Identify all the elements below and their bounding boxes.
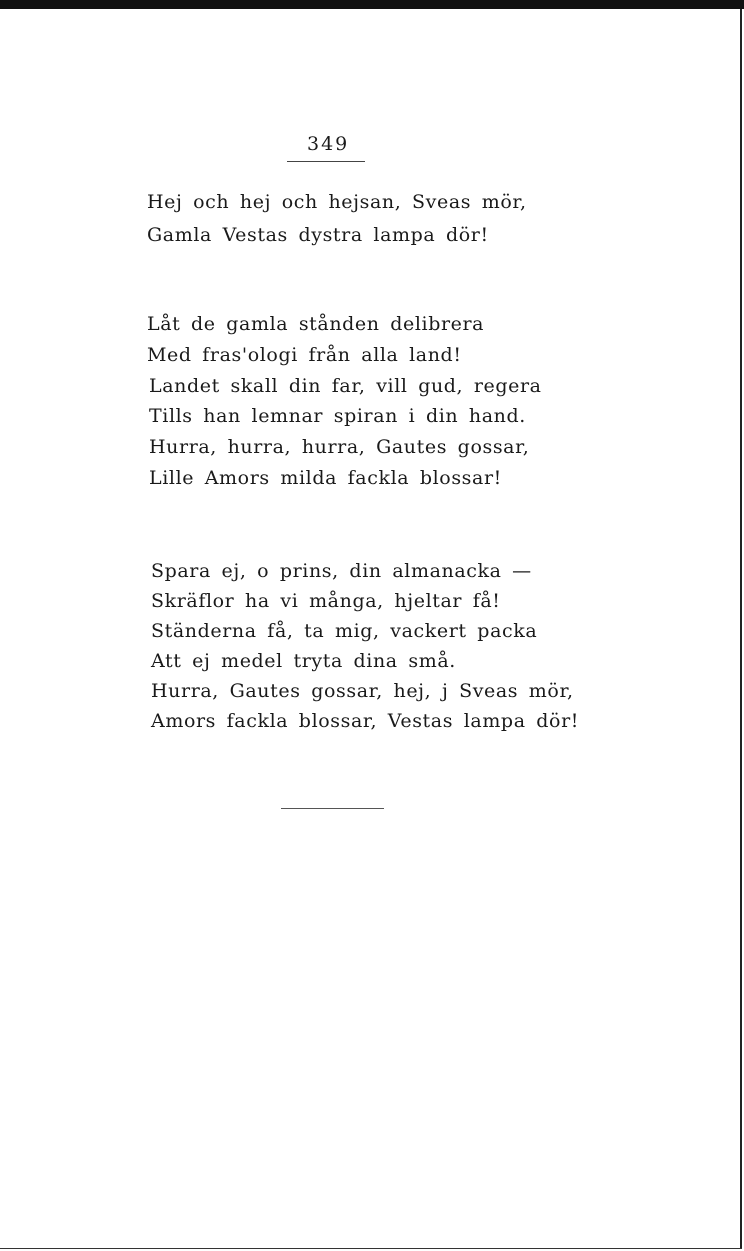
page-number: 349 <box>307 133 350 155</box>
stanza-3-line-2: Skräflor ha vi många, hjeltar få! <box>151 590 501 612</box>
stanza-2-line-5: Hurra, hurra, hurra, Gautes gossar, <box>149 436 530 458</box>
stanza-2-line-1: Låt de gamla stånden delibrera <box>147 313 485 335</box>
stanza-2-line-4: Tills han lemnar spiran i din hand. <box>149 405 526 427</box>
stanza-1-line-2: Gamla Vestas dystra lampa dör! <box>147 224 489 246</box>
stanza-2-line-6: Lille Amors milda fackla blossar! <box>149 467 502 489</box>
closing-rule <box>281 808 384 809</box>
scan-bottom-edge <box>0 1248 742 1249</box>
stanza-3-line-3: Ständerna få, ta mig, vackert packa <box>151 620 538 642</box>
stanza-3-line-6: Amors fackla blossar, Vestas lampa dör! <box>151 710 579 732</box>
stanza-2-line-3: Landet skall din far, vill gud, regera <box>149 375 542 397</box>
page-number-rule <box>287 161 365 162</box>
stanza-3-line-5: Hurra, Gautes gossar, hej, j Sveas mör, <box>151 680 574 702</box>
stanza-3-line-1: Spara ej, o prins, din almanacka — <box>151 560 532 582</box>
scan-top-edge <box>0 0 744 9</box>
stanza-2-line-2: Med fras'ologi från alla land! <box>147 344 462 366</box>
stanza-1-line-1: Hej och hej och hejsan, Sveas mör, <box>147 191 527 213</box>
scan-right-edge <box>740 9 742 1249</box>
stanza-3-line-4: Att ej medel tryta dina små. <box>151 650 456 672</box>
